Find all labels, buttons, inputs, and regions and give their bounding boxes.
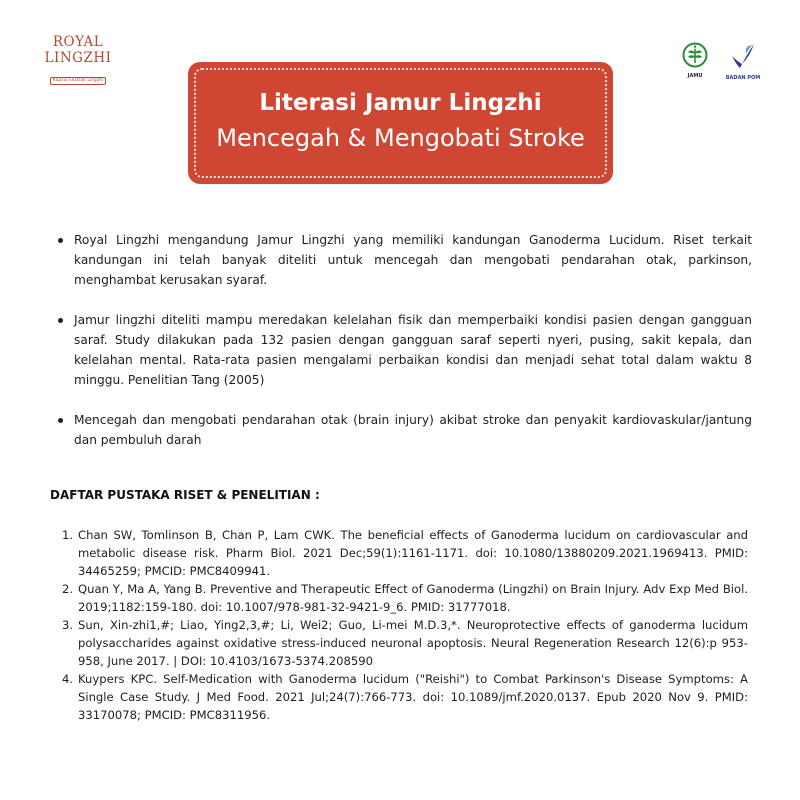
reference-item xyxy=(62,670,748,724)
dotted-border xyxy=(194,68,607,178)
jamu-label: JAMU xyxy=(687,73,703,79)
title-line-1: Literasi Jamur Lingzhi xyxy=(259,90,542,116)
reference-number: 4. xyxy=(62,672,74,686)
references-heading: DAFTAR PUSTAKA RISET & PENELITIAN : xyxy=(50,488,320,502)
logo-line-2: LINGZHI xyxy=(44,50,112,66)
benefit-item: Mencegah dan mengobati pendarahan otak (brain injury) akibat stroke dan penyakit kardiovaskular/jantung dan pembuluh darah xyxy=(52,410,752,450)
title-line-2: Mencegah & Mengobati Stroke xyxy=(216,124,585,152)
reference-item xyxy=(62,580,748,616)
jamu-leaf-icon xyxy=(682,42,708,68)
reference-number: 3. xyxy=(62,618,74,632)
badan-pom-badge xyxy=(720,42,766,81)
reference-text: Kuypers KPC. Self-Medication with Ganoderma lucidum ("Reishi") to Combat Parkinson's Disease Symptoms: A Single Case Study. J Med Food. 2021 Jul;24(7):766-773. doi: 10.1089/jmf.2020.0137. Epub 2020 Nov 9. PMID: 33170078; PMCID: PMC8311956. xyxy=(78,672,748,722)
royal-lingzhi-logo xyxy=(38,34,118,85)
reference-number: 1. xyxy=(62,528,74,542)
references-list xyxy=(62,526,748,724)
logo-subtitle: Kapsul Ekstrak Lingzhi xyxy=(50,77,107,85)
title-banner xyxy=(188,62,613,184)
reference-text: Quan Y, Ma A, Yang B. Preventive and Therapeutic Effect of Ganoderma (Lingzhi) on Brain Injury. Adv Exp Med Biol. 2019;1182:159-180. doi: 10.1007/978-981-32-9421-9_6. PMID: 31777018. xyxy=(78,582,748,614)
reference-item xyxy=(62,616,748,670)
jamu-badge xyxy=(680,42,710,79)
benefit-item: Jamur lingzhi diteliti mampu meredakan kelelahan fisik dan memperbaiki kondisi pasien dengan gangguan saraf. Study dilakukan pada 132 pasien dengan gangguan saraf seperti nyeri, pusing, sakit kepala, dan kelelahan mental. Rata-rata pasien mengalami perbaikan kondisi dan menjadi sehat total dalam waktu 8 minggu. Penelitian Tang (2005) xyxy=(52,310,752,390)
certification-badges xyxy=(680,42,780,87)
reference-number: 2. xyxy=(62,582,74,596)
badan-pom-label: BADAN POM xyxy=(725,75,761,81)
benefits-list xyxy=(52,230,752,470)
reference-item xyxy=(62,526,748,580)
reference-text: Sun, Xin-zhi1,#; Liao, Ying2,3,#; Li, Wei2; Guo, Li-mei M.D.3,*. Neuroprotective effects of ganoderma lucidum polysaccharides against oxidative stress-induced neuronal apoptosis. Neural Regeneration Research 12(6):p 953-958, June 2017. | DOI: 10.4103/1673-5374.208590 xyxy=(78,618,748,668)
logo-line-1: ROYAL xyxy=(52,34,104,50)
benefit-item: Royal Lingzhi mengandung Jamur Lingzhi yang memiliki kandungan Ganoderma Lucidum. Riset terkait kandungan ini telah banyak diteliti untuk mencegah dan mengobati pendarahan otak, parkinson, menghambat kerusakan syaraf. xyxy=(52,230,752,290)
badan-pom-checkmark-icon xyxy=(728,42,758,70)
reference-text: Chan SW, Tomlinson B, Chan P, Lam CWK. The beneficial effects of Ganoderma lucidum on cardiovascular and metabolic disease risk. Pharm Biol. 2021 Dec;59(1):1161-1171. doi: 10.1080/13880209.2021.1969413. PMID: 34465259; PMCID: PMC8409941. xyxy=(78,528,748,578)
